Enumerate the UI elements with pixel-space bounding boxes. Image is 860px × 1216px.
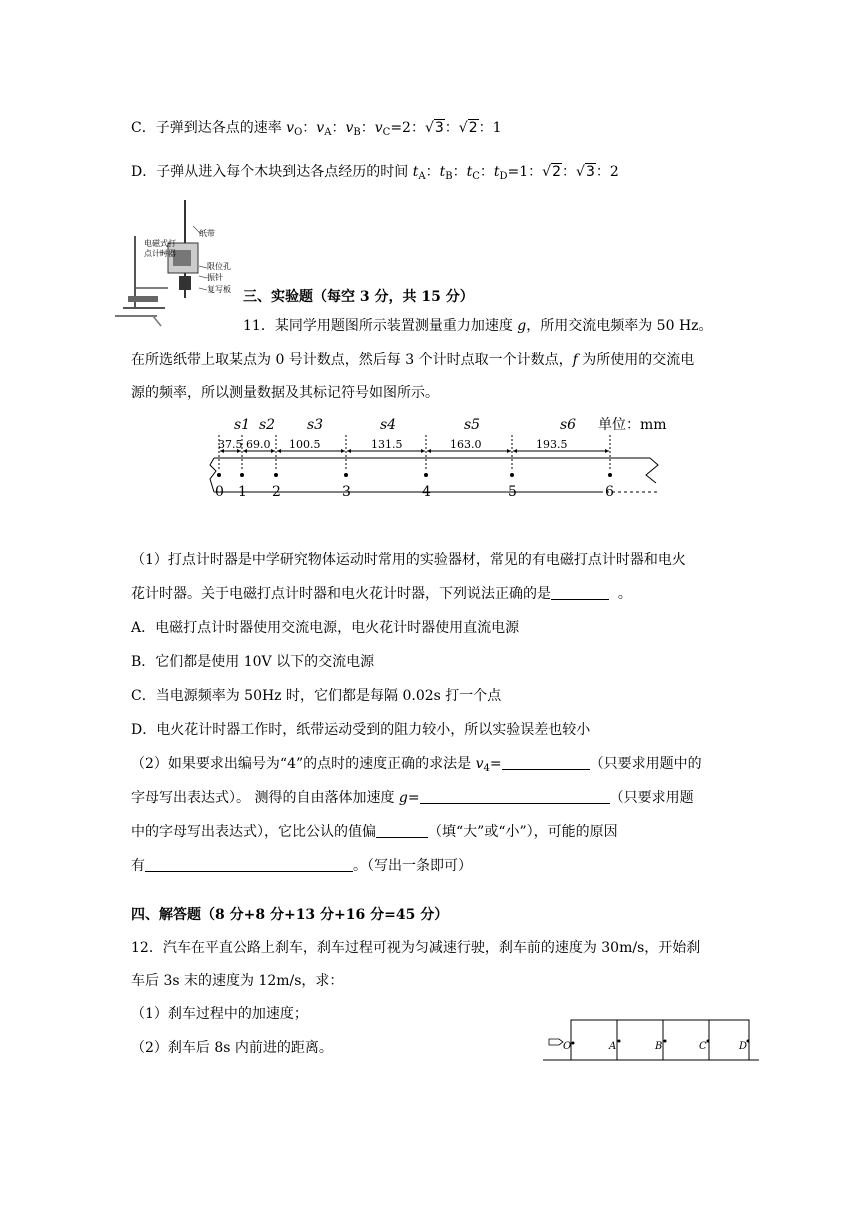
q12-line2: 车后 3s 末的速度为 12m/s，求： bbox=[131, 973, 344, 989]
p2-line1: （2）如果要求出编号为“4”的点时的速度正确的求法是 $v_4=$ （只要求用题中的 bbox=[131, 756, 702, 774]
choice-a: A．电磁打点计时器使用交流电源，电火花计时器使用直流电源 bbox=[131, 620, 520, 636]
apparatus-figure bbox=[113, 198, 233, 328]
q12-line1: 12．汽车在平直公路上刹车，刹车过程可视为匀减速行驶，刹车前的速度为 30m/s，开始刹 bbox=[131, 940, 701, 956]
label-s2: s2 bbox=[259, 417, 276, 433]
answer-blank-1[interactable] bbox=[551, 585, 609, 600]
value-s6: 193.5 bbox=[536, 438, 568, 451]
p1-line1: （1）打点计时器是中学研究物体运动时常用的实验器材，常见的有电磁打点计时器和电火 bbox=[131, 552, 686, 568]
tape-dot bbox=[510, 473, 514, 477]
label-limit-hole: 限位孔 bbox=[207, 262, 231, 271]
answer-blank-reason[interactable] bbox=[145, 857, 353, 872]
section3-title: 三、实验题（每空 3 分，共 15 分） bbox=[243, 289, 474, 305]
choice-c: C．当电源频率为 50Hz 时，它们都是每隔 0.02s 打一个点 bbox=[131, 688, 502, 704]
blocks-figure bbox=[543, 1012, 763, 1064]
option-d: D．子弹从进入每个木块到达各点经历的时间 $t_A$：$t_B$：$t_C$：$t_D=1$：√2：√3：2 bbox=[131, 164, 619, 182]
point-5: 5 bbox=[508, 484, 517, 500]
p2-e: 中的字母写出表达式），它比公认的值偏 bbox=[131, 824, 376, 840]
tape-dot bbox=[344, 473, 348, 477]
q12-part1: （1）刹车过程中的加速度； bbox=[131, 1006, 308, 1022]
label-paper-tape: 纸带 bbox=[199, 229, 215, 238]
point-1: 1 bbox=[238, 484, 247, 500]
label-vibrating-needle: 振针 bbox=[207, 273, 223, 282]
p1-line2-end: 。 bbox=[617, 586, 632, 602]
section4-title: 四、解答题（8 分+8 分+13 分+16 分=45 分） bbox=[131, 907, 449, 923]
block-label-d: D bbox=[739, 1041, 748, 1052]
paper-tape-figure bbox=[200, 415, 670, 500]
label-carbon-plate: 复写板 bbox=[207, 285, 231, 294]
answer-blank-bias[interactable] bbox=[376, 823, 428, 838]
value-s5: 163.0 bbox=[450, 438, 482, 451]
block-label-c: C bbox=[699, 1041, 707, 1052]
p2-h: 。（写出一条即可） bbox=[353, 858, 472, 874]
block-label-b: B bbox=[655, 1041, 663, 1052]
p1-line2-text: 花计时器。关于电磁打点计时器和电火花计时器，下列说法正确的是 bbox=[131, 586, 551, 602]
tape-dot bbox=[274, 473, 278, 477]
p2-b: （只要求用题中的 bbox=[589, 756, 702, 772]
label-timer-2: 点计时器 bbox=[144, 249, 176, 258]
value-s1: 37.5 bbox=[218, 438, 243, 451]
tape-dot bbox=[217, 473, 221, 477]
value-s4: 131.5 bbox=[371, 438, 403, 451]
tape-dot bbox=[424, 473, 428, 477]
value-s2: 69.0 bbox=[246, 438, 271, 451]
p2-line3 bbox=[131, 822, 618, 842]
q11-line2: 在所选纸带上取某点为 0 号计数点，然后每 3 个计时点取一个计数点，f 为所使用的交流电 bbox=[131, 352, 695, 368]
option-c: C．子弹到达各点的速率 $v_O$：$v_A$：$v_B$：$v_C=2$：√3：√2：1 bbox=[131, 120, 502, 138]
point-2: 2 bbox=[272, 484, 281, 500]
unit-label: 单位：mm bbox=[598, 417, 667, 433]
value-s3: 100.5 bbox=[289, 438, 321, 451]
point-0: 0 bbox=[215, 484, 224, 500]
label-s4: s4 bbox=[380, 417, 397, 433]
label-s1: s1 bbox=[234, 417, 251, 433]
q11-line3: 源的频率，所以测量数据及其标记符号如图所示。 bbox=[131, 385, 439, 401]
block-label-o: O bbox=[563, 1041, 572, 1052]
label-s3: s3 bbox=[307, 417, 324, 433]
p2-line2: 字母写出表达式）。 测得的自由落体加速度 g= （只要求用题 bbox=[131, 790, 694, 806]
point-3: 3 bbox=[342, 484, 351, 500]
q11-line1: 11．某同学用题图所示装置测量重力加速度 g，所用交流电频率为 50 Hz。 bbox=[243, 318, 713, 334]
label-timer-1: 电磁式打 bbox=[144, 239, 176, 248]
p2-f: （填“大”或“小”），可能的原因 bbox=[428, 824, 618, 840]
label-s5: s5 bbox=[464, 417, 481, 433]
p2-line4 bbox=[131, 856, 472, 876]
p2-d: （只要求用题 bbox=[609, 790, 694, 806]
block-label-a: A bbox=[609, 1041, 617, 1052]
tape-dot bbox=[240, 473, 244, 477]
choice-b: B．它们都是使用 10V 以下的交流电源 bbox=[131, 654, 375, 670]
tape-dot bbox=[608, 473, 612, 477]
bullet-icon bbox=[549, 1039, 563, 1045]
label-s6: s6 bbox=[560, 417, 577, 433]
choice-d: D．电火花计时器工作时，纸带运动受到的阻力较小，所以实验误差也较小 bbox=[131, 722, 591, 738]
point-4: 4 bbox=[422, 484, 431, 500]
answer-blank-v4[interactable] bbox=[502, 755, 590, 770]
p1-line2 bbox=[131, 584, 632, 604]
point-6: 6 bbox=[605, 484, 614, 500]
answer-blank-g[interactable] bbox=[420, 789, 610, 804]
q12-part2: （2）刹车后 8s 内前进的距离。 bbox=[131, 1040, 333, 1056]
p2-g: 有 bbox=[131, 858, 145, 874]
